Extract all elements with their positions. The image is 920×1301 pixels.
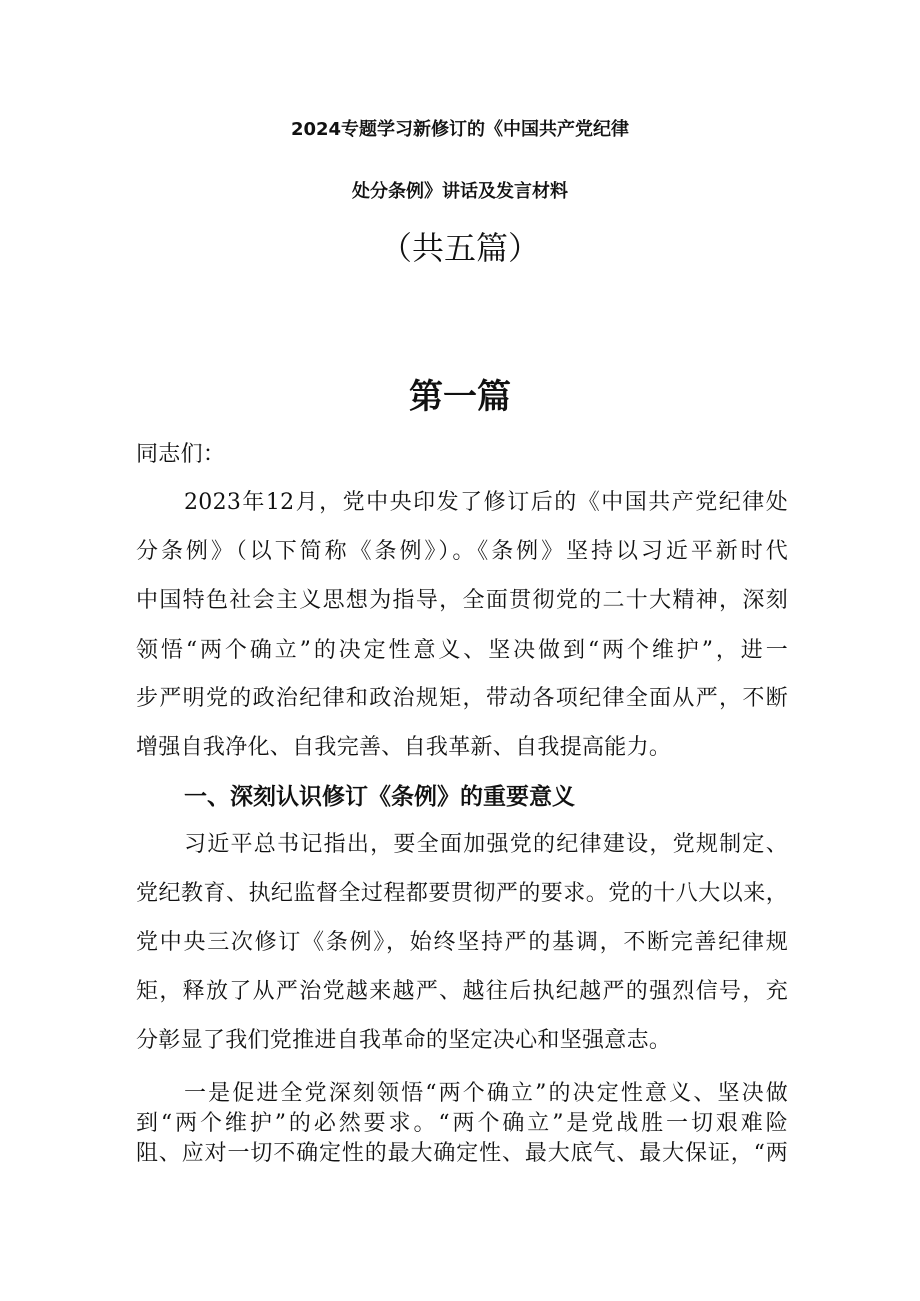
paragraph-1-line-2: 分条例》（以下简称《条例》）。《条例》坚持以习近平新时代 — [136, 539, 788, 564]
document-subtitle: （共五篇） — [379, 229, 540, 267]
paragraph-2-line-1: 习近平总书记指出，要全面加强党的纪律建设，党规制定、 — [184, 832, 788, 857]
document-title-line-2: 处分条例》讲话及发言材料 — [352, 181, 568, 202]
paragraph-1-line-6: 增强自我净化、自我完善、自我革新、自我提高能力。 — [136, 735, 672, 760]
paragraph-2-line-4: 矩，释放了从严治党越来越严、越往后执纪越严的强烈信号，充 — [136, 979, 788, 1004]
paragraph-3-line-3: 阻、应对一切不确定性的最大确定性、最大底气、最大保证，“两 — [136, 1141, 788, 1166]
paragraph-2-line-5: 分彰显了我们党推进自我革命的坚定决心和坚强意志。 — [136, 1028, 672, 1053]
paragraph-1-line-4: 领悟“两个确立”的决定性意义、坚决做到“两个维护”，进一 — [136, 638, 788, 663]
paragraph-2-line-3: 党中央三次修订《条例》，始终坚持严的基调，不断完善纪律规 — [136, 930, 788, 955]
paragraph-2-line-2: 党纪教育、执纪监督全过程都要贯彻严的要求。党的十八大以来， — [136, 881, 788, 906]
paragraph-3-line-1: 一是促进全党深刻领悟“两个确立”的决定性意义、坚决做 — [184, 1081, 788, 1106]
section-heading: 一、深刻认识修订《条例》的重要意义 — [184, 784, 575, 810]
salutation: 同志们： — [136, 442, 226, 467]
document-title-line-1: 2024专题学习新修订的《中国共产党纪律 — [290, 119, 630, 140]
paragraph-1-line-1: 2023年12月，党中央印发了修订后的《中国共产党纪律处 — [184, 490, 788, 515]
paragraph-1-line-5: 步严明党的政治纪律和政治规矩，带动各项纪律全面从严，不断 — [136, 686, 788, 711]
paragraph-1-line-3: 中国特色社会主义思想为指导，全面贯彻党的二十大精神，深刻 — [136, 588, 788, 613]
chapter-title: 第一篇 — [409, 377, 511, 417]
paragraph-3-line-2: 到“两个维护”的必然要求。“两个确立”是党战胜一切艰难险 — [136, 1111, 788, 1136]
